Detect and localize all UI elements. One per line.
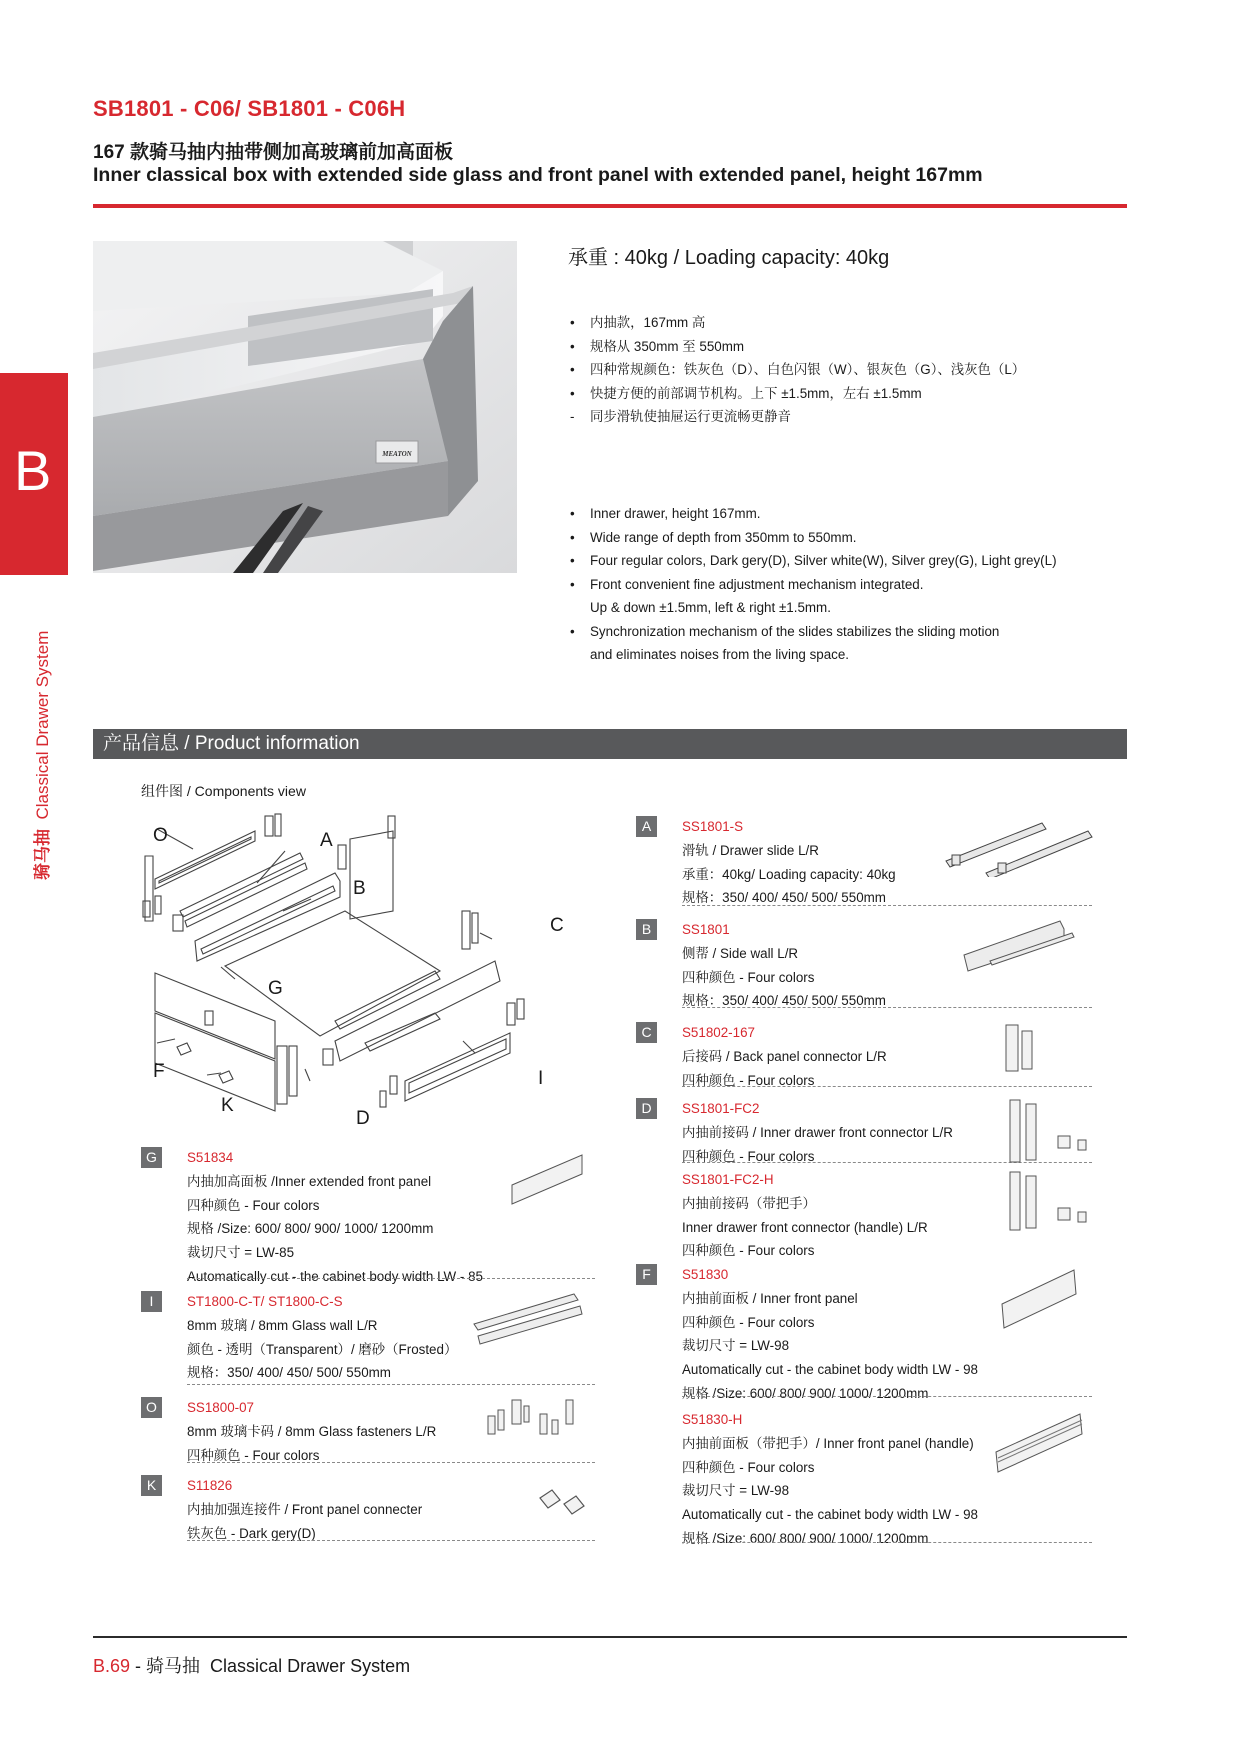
diagram-label-F: F	[153, 1061, 165, 1082]
feature-item	[568, 335, 1025, 359]
spec-line: 内抽前接码（带把手）	[682, 1195, 816, 1211]
components-view-label: 组件图 / Components view	[141, 783, 306, 799]
feature-item	[568, 311, 1025, 335]
diagram-label-D: D	[356, 1108, 370, 1129]
diagram-label-G: G	[268, 978, 283, 999]
front-panel-connecter-thumbnail	[536, 1486, 596, 1522]
section-label-english: Classical Drawer System	[33, 630, 52, 820]
feature-text: Front convenient fine adjustment mechanism integrated.	[590, 576, 924, 592]
spec-line: 规格：350/ 400/ 450/ 500/ 550mm	[682, 993, 886, 1009]
spec-line: 规格 /Size: 600/ 800/ 900/ 1000/ 1200mm	[682, 1530, 929, 1546]
spec-line: Inner drawer front connector (handle) L/R	[682, 1219, 928, 1235]
bullet-mark: •	[570, 553, 575, 568]
inner-front-panel-handle-thumbnail	[992, 1408, 1088, 1480]
item-code: SS1800-07	[187, 1400, 255, 1415]
bullet-mark: •	[570, 506, 575, 521]
page-number: B.69	[93, 1656, 131, 1676]
bullet-mark: •	[570, 576, 575, 592]
spec-line: 规格 /Size: 600/ 800/ 900/ 1000/ 1200mm	[682, 1385, 929, 1401]
inner-drawer-front-connector-handle-thumbnail	[1006, 1168, 1096, 1240]
spec-line: 四种颜色 - Four colors	[187, 1447, 320, 1463]
item-code: S11826	[187, 1478, 233, 1493]
feature-text: 快捷方便的前部调节机构。上下 ±1.5mm，左右 ±1.5mm	[590, 385, 922, 401]
item-divider	[682, 1396, 1092, 1397]
bullet-mark: •	[570, 623, 575, 639]
feature-item	[568, 526, 1057, 550]
item-code: SS1801-S	[682, 819, 744, 834]
spec-line: Automatically cut - the cabinet body width LW - 98	[682, 1507, 978, 1523]
inner-drawer-front-connector-thumbnail	[1006, 1096, 1096, 1168]
product-info-header: 产品信息 / Product information	[93, 729, 1127, 759]
feature-text: 内抽款，167mm 高	[590, 315, 706, 330]
footer-separator: -	[130, 1656, 147, 1676]
spec-line: Automatically cut - the cabinet body width LW - 85	[187, 1268, 483, 1284]
item-code: SS1801-FC2-H	[682, 1172, 774, 1187]
feature-text: and eliminates noises from the living space.	[590, 647, 850, 662]
section-label-chinese: 骑马抽	[33, 829, 52, 880]
spec-line: 裁切尺寸 = LW-98	[682, 1338, 790, 1354]
item-badge: K	[141, 1475, 162, 1496]
feature-item	[568, 573, 1057, 597]
feature-item	[568, 549, 1057, 573]
item-code: SS1801-FC2	[682, 1101, 760, 1116]
spec-line: 内抽加高面板 /Inner extended front panel	[187, 1173, 432, 1189]
spec-line: 侧帮 / Side wall L/R	[682, 945, 799, 961]
feature-text: 规格从 350mm 至 550mm	[590, 338, 745, 354]
bullet-mark: •	[570, 362, 575, 377]
diagram-label-K: K	[221, 1095, 234, 1116]
feature-text: Synchronization mechanism of the slides stabilizes the sliding motion	[590, 623, 1000, 639]
product-logo: MEATON	[382, 450, 412, 458]
components-exploded-diagram	[135, 811, 615, 1141]
feature-item	[568, 358, 1025, 382]
feature-text: Up & down ±1.5mm, left & right ±1.5mm.	[590, 600, 831, 615]
item-badge: C	[636, 1022, 657, 1043]
spec-block	[682, 1021, 1142, 1092]
footer-english: Classical Drawer System	[210, 1656, 411, 1676]
item-divider	[187, 1278, 595, 1279]
feature-text: Four regular colors, Dark gery(D), Silver white(W), Silver grey(G), Light grey(L)	[590, 553, 1057, 568]
spec-line: 内抽前接码 / Inner drawer front connector L/R	[682, 1124, 953, 1140]
drawer-slide-thumbnail	[942, 815, 1097, 877]
footer-divider	[93, 1636, 1127, 1638]
spec-line: 8mm 玻璃卡码 / 8mm Glass fasteners L/R	[187, 1423, 437, 1439]
spec-line: 四种颜色 - Four colors	[187, 1197, 320, 1213]
item-code: SS1801	[682, 922, 730, 937]
bullet-mark: •	[570, 529, 575, 545]
loading-capacity: 承重 : 40kg / Loading capacity: 40kg	[568, 247, 890, 269]
item-badge: A	[636, 816, 657, 837]
spec-line: Automatically cut - the cabinet body width LW - 98	[682, 1362, 978, 1378]
item-code: S51830	[682, 1267, 729, 1282]
feature-item	[568, 502, 1057, 526]
inner-front-panel-thumbnail	[998, 1264, 1084, 1336]
product-code-title: SB1801 - C06/ SB1801 - C06H	[93, 96, 406, 121]
item-badge: F	[636, 1264, 657, 1285]
diagram-label-O: O	[153, 825, 168, 846]
spec-line: 规格 /Size: 600/ 800/ 900/ 1000/ 1200mm	[187, 1221, 434, 1237]
item-badge: B	[636, 919, 657, 940]
item-code: S51802-167	[682, 1025, 755, 1040]
feature-text: 四种常规颜色：铁灰色（D）、白色闪银（W）、银灰色（G）、浅灰色（L）	[590, 362, 1026, 377]
product-photo	[93, 241, 517, 573]
feature-item	[568, 643, 1057, 667]
spec-line: 四种颜色 - Four colors	[682, 1459, 815, 1475]
spec-line: 内抽前面板（带把手）/ Inner front panel (handle)	[682, 1435, 974, 1451]
spec-line: 后接码 / Back panel connector L/R	[682, 1048, 887, 1064]
item-code: S51830-H	[682, 1412, 743, 1427]
spec-line: 四种颜色 - Four colors	[682, 1072, 815, 1088]
spec-line: 四种颜色 - Four colors	[682, 1243, 815, 1259]
bullet-mark: •	[570, 315, 575, 330]
product-title-english: Inner classical box with extended side glass and front panel with extended panel, height 167mm	[93, 164, 983, 186]
item-divider	[682, 1007, 1092, 1008]
section-vertical-label	[28, 631, 53, 880]
item-divider	[187, 1384, 595, 1385]
feature-list-english	[568, 502, 1057, 667]
diagram-label-C: C	[550, 915, 564, 936]
spec-line: 颜色 - 透明（Transparent）/ 磨砂（Frosted）	[187, 1341, 458, 1357]
section-letter: B	[14, 439, 52, 502]
item-divider	[187, 1540, 595, 1541]
feature-text: Inner drawer, height 167mm.	[590, 506, 761, 521]
extended-front-panel-thumbnail	[508, 1150, 586, 1208]
item-badge: I	[141, 1291, 162, 1312]
feature-text: 同步滑轨使抽屉运行更流畅更静音	[590, 409, 791, 424]
item-divider	[682, 1086, 1092, 1087]
bullet-mark: •	[570, 385, 575, 401]
page-footer	[93, 1652, 410, 1678]
glass-wall-thumbnail	[470, 1290, 586, 1346]
spec-line: 承重：40kg/ Loading capacity: 40kg	[682, 866, 896, 882]
diagram-label-A: A	[320, 830, 333, 851]
spec-line: 四种颜色 - Four colors	[682, 1314, 815, 1330]
item-code: S51834	[187, 1150, 234, 1165]
item-badge: O	[141, 1397, 162, 1418]
spec-line: 规格：350/ 400/ 450/ 500/ 550mm	[187, 1365, 391, 1381]
feature-item	[568, 620, 1057, 644]
feature-item	[568, 382, 1025, 406]
back-panel-connector-thumbnail	[1000, 1021, 1050, 1077]
spec-line: 内抽加强连接件 / Front panel connecter	[187, 1501, 423, 1517]
item-code: ST1800-C-T/ ST1800-C-S	[187, 1294, 343, 1309]
spec-line: 裁切尺寸 = LW-85	[187, 1245, 295, 1261]
item-divider	[682, 905, 1092, 906]
spec-line: 8mm 玻璃 / 8mm Glass wall L/R	[187, 1317, 378, 1333]
diagram-label-I: I	[538, 1068, 544, 1089]
footer-chinese: 骑马抽	[146, 1656, 201, 1676]
glass-fasteners-thumbnail	[482, 1396, 582, 1448]
diagram-label-B: B	[353, 878, 366, 899]
spec-line: 四种颜色 - Four colors	[682, 1148, 815, 1164]
spec-line: 内抽前面板 / Inner front panel	[682, 1290, 858, 1306]
product-title-chinese: 167 款骑马抽内抽带侧加高玻璃前加高面板	[93, 142, 453, 163]
bullet-mark: •	[570, 338, 575, 354]
bullet-mark: -	[570, 409, 575, 424]
feature-text: Wide range of depth from 350mm to 550mm.	[590, 529, 857, 545]
feature-list-chinese	[568, 311, 1025, 429]
feature-item	[568, 596, 1057, 620]
spec-line: 滑轨 / Drawer slide L/R	[682, 842, 819, 858]
item-divider	[682, 1542, 1092, 1543]
spec-line: 裁切尺寸 = LW-98	[682, 1483, 790, 1499]
side-wall-thumbnail	[960, 915, 1080, 973]
item-divider	[187, 1462, 595, 1463]
item-badge: D	[636, 1098, 657, 1119]
spec-line: 四种颜色 - Four colors	[682, 969, 815, 985]
header-divider	[93, 204, 1127, 208]
spec-line: 规格：350/ 400/ 450/ 500/ 550mm	[682, 890, 886, 906]
feature-item	[568, 405, 1025, 429]
spec-line: 铁灰色 - Dark gery(D)	[187, 1525, 316, 1541]
item-badge: G	[141, 1147, 162, 1168]
